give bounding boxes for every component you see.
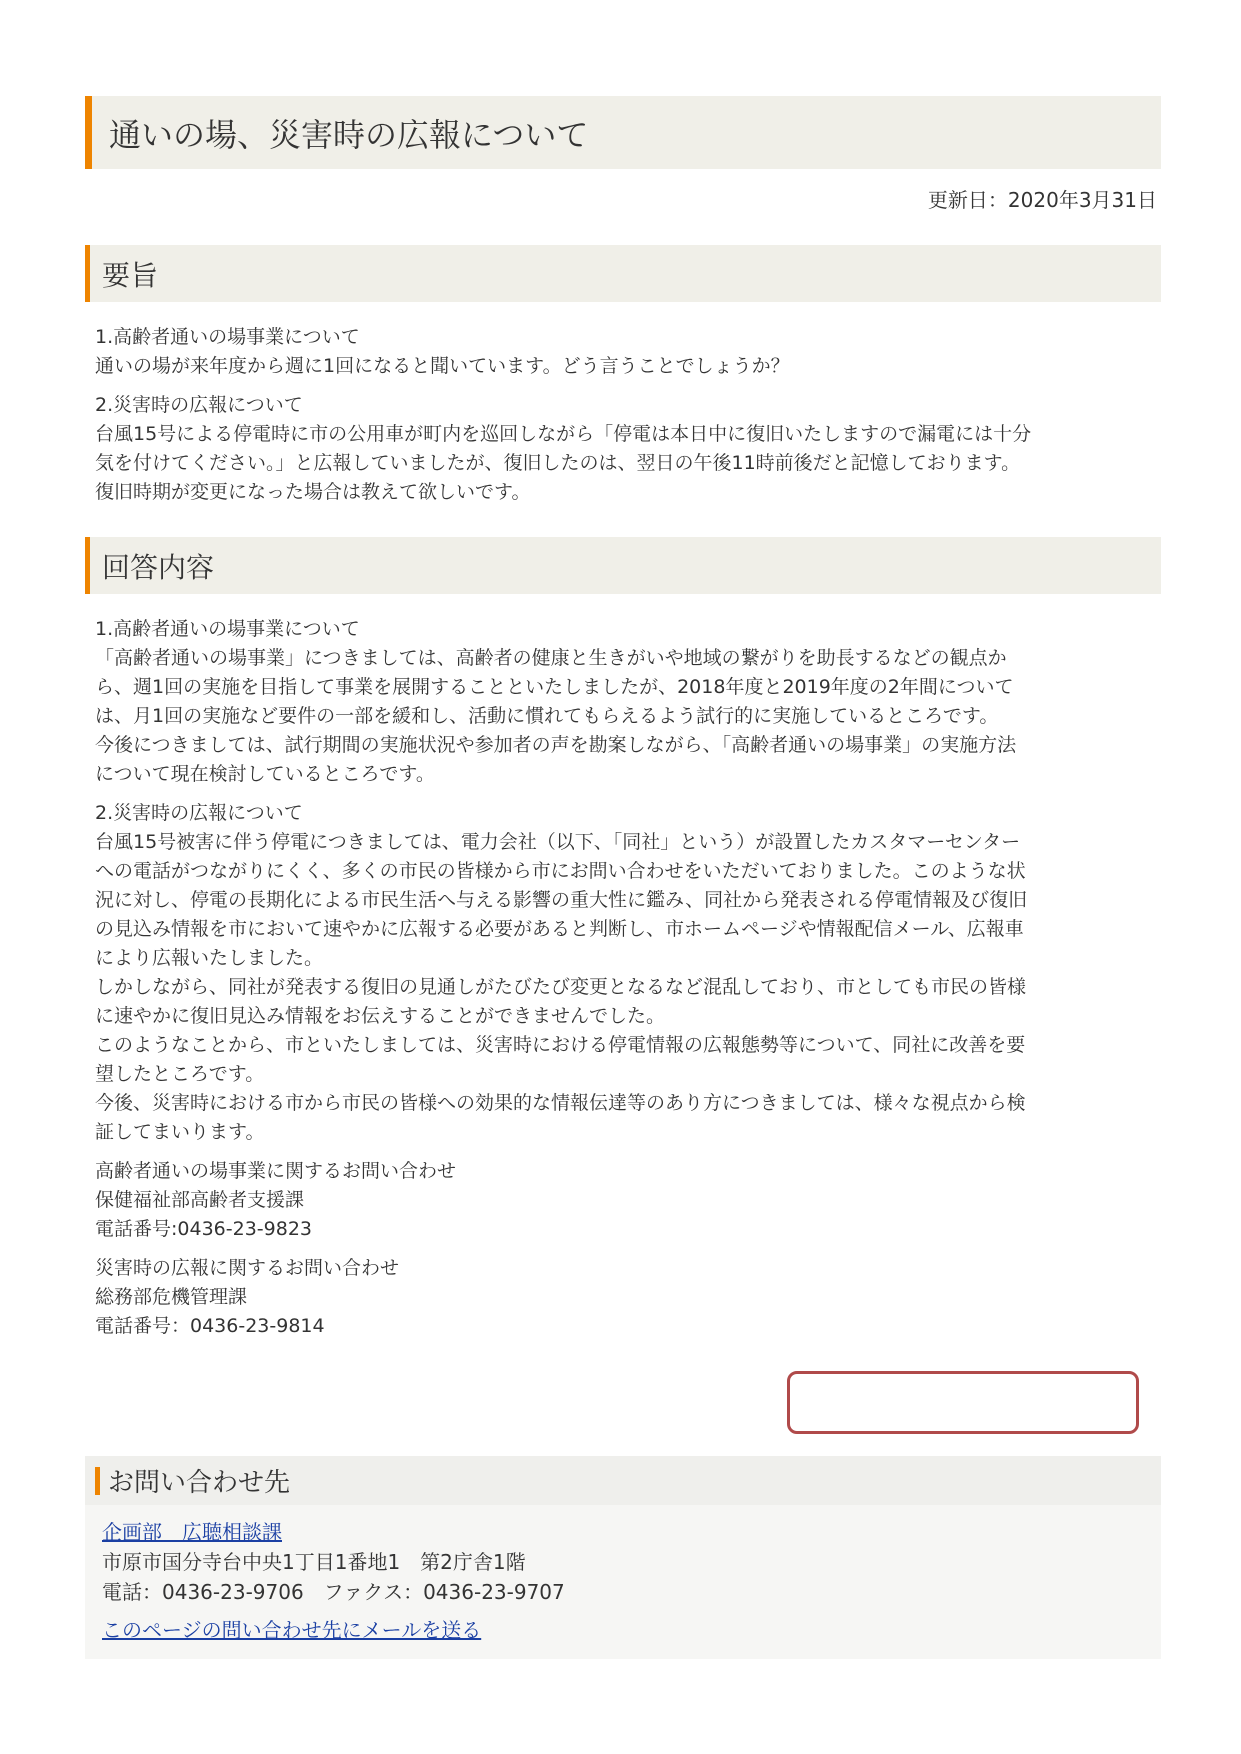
summary-q2 <box>95 391 1153 507</box>
updated-date: 更新日：2020年3月31日 <box>927 188 1157 212</box>
answer-a2-line: により広報いたしました。 <box>95 947 324 969</box>
answer-a1-line: は、月1回の実施など要件の一部を緩和し、活動に慣れてもらえるよう試行的に実施しているところです。 <box>95 705 999 727</box>
contact-section <box>85 1456 1161 1659</box>
summary-q2-title: 2.災害時の広報について <box>95 394 303 416</box>
page-title: 通いの場、災害時の広報について <box>85 96 1161 169</box>
page-content <box>85 96 1161 1341</box>
answer-a2-line: 証してまいります。 <box>95 1121 265 1143</box>
summary-body <box>85 323 1161 507</box>
answer-a1-line: 「高齢者通いの場事業」につきましては、高齢者の健康と生きがいや地域の繋がりを助長するなどの観点か <box>95 647 1007 669</box>
summary-q1 <box>95 323 1153 381</box>
inquiry-elderly-dept: 保健福祉部高齢者支援課 <box>95 1189 305 1211</box>
inquiry-disaster-phone: 電話番号：0436-23-9814 <box>95 1315 325 1337</box>
answer-body <box>85 615 1161 1341</box>
inquiry-disaster-title: 災害時の広報に関するお問い合わせ <box>95 1257 400 1279</box>
highlight-box <box>787 1371 1139 1434</box>
answer-a2-line: このようなことから、市といたしましては、災害時における停電情報の広報態勢等について、同社に改善を要 <box>95 1034 1026 1056</box>
answer-a2-line: 望したところです。 <box>95 1063 265 1085</box>
answer-a2-line: 今後、災害時における市から市民の皆様への効果的な情報伝達等のあり方につきましては、様々な視点から検 <box>95 1092 1026 1114</box>
heading-bar <box>95 1467 100 1495</box>
inquiry-elderly-phone: 電話番号:0436-23-9823 <box>95 1218 312 1240</box>
answer-a2-line: 台風15号被害に伴う停電につきましては、電力会社（以下、「同社」という）が設置したカスタマーセンター <box>95 831 1021 853</box>
inquiry-elderly <box>95 1157 1153 1244</box>
answer-a1-title: 1.高齢者通いの場事業について <box>95 618 360 640</box>
contact-dept-link[interactable]: 企画部 広聴相談課 <box>102 1520 282 1544</box>
answer-a2-line: の見込み情報を市において速やかに広報する必要があると判断し、市ホームページや情報配信メール、広報車 <box>95 918 1024 940</box>
answer-a2-title: 2.災害時の広報について <box>95 802 303 824</box>
answer-heading: 回答内容 <box>85 537 1161 594</box>
answer-a2-line: 況に対し、停電の長期化による市民生活へ与える影響の重大性に鑑み、同社から発表される停電情報及び復旧 <box>95 889 1028 911</box>
summary-q2-text-3: 復旧時期が変更になった場合は教えて欲しいです。 <box>95 481 531 503</box>
answer-a1-line: 今後につきましては、試行期間の実施状況や参加者の声を勘案しながら、「高齢者通いの場事業」の実施方法 <box>95 734 1017 756</box>
answer-a1-line: ら、週1回の実施を目指して事業を展開することといたしましたが、2018年度と2019年度の2年間について <box>95 676 1014 698</box>
inquiry-elderly-title: 高齢者通いの場事業に関するお問い合わせ <box>95 1160 457 1182</box>
contact-heading <box>85 1456 1161 1505</box>
contact-body <box>85 1505 1161 1645</box>
answer-a2 <box>95 799 1153 1147</box>
answer-a2-line: しかしながら、同社が発表する復旧の見通しがたびたび変更となるなど混乱しており、市としても市民の皆様 <box>95 976 1027 998</box>
contact-address: 市原市国分寺台中央1丁目1番地1 第2庁舎1階 <box>102 1550 526 1574</box>
summary-q2-text-2: 気を付けてください。」と広報していましたが、復旧したのは、翌日の午後11時前後だと記憶しております。 <box>95 452 1021 474</box>
answer-a2-line: への電話がつながりにくく、多くの市民の皆様から市にお問い合わせをいただいておりました。このような状 <box>95 860 1026 882</box>
contact-mail-link[interactable]: このページの問い合わせ先にメールを送る <box>102 1618 482 1642</box>
contact-heading-label: お問い合わせ先 <box>108 1468 291 1498</box>
summary-heading: 要旨 <box>85 245 1161 302</box>
inquiry-disaster-dept: 総務部危機管理課 <box>95 1286 248 1308</box>
summary-q1-title: 1.高齢者通いの場事業について <box>95 326 360 348</box>
summary-q2-text-1: 台風15号による停電時に市の公用車が町内を巡回しながら「停電は本日中に復旧いたしますので漏電には十分 <box>95 423 1032 445</box>
answer-a1-line: について現在検討しているところです。 <box>95 763 435 785</box>
answer-a2-line: に速やかに復旧見込み情報をお伝えすることができませんでした。 <box>95 1005 666 1027</box>
summary-q1-text: 通いの場が来年度から週に1回になると聞いています。どう言うことでしょうか？ <box>95 355 790 377</box>
answer-a1 <box>95 615 1153 789</box>
inquiry-disaster <box>95 1254 1153 1341</box>
contact-tel-fax: 電話：0436-23-9706 ファクス：0436-23-9707 <box>102 1580 565 1604</box>
